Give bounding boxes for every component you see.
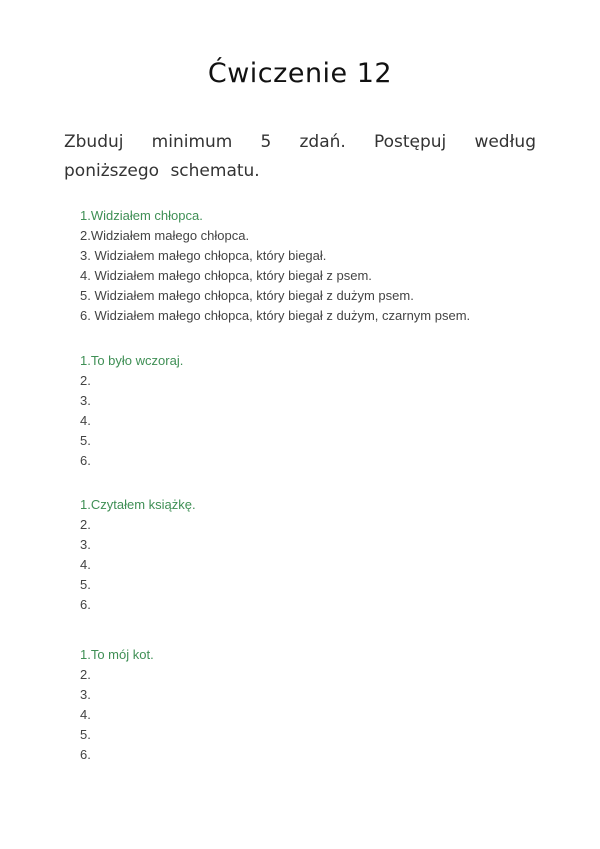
example-sentence: 1.To było wczoraj. <box>80 353 184 368</box>
answer-line-3: 3. <box>80 687 91 702</box>
answer-line-2: 2. <box>80 667 91 682</box>
answer-line-4: 4. <box>80 557 91 572</box>
page-title: Ćwiczenie 12 <box>207 58 393 89</box>
answer-line-3: 3. <box>80 537 91 552</box>
sentence-line-6: 6. Widziałem małego chłopca, który biegał z dużym, czarnym psem. <box>80 308 471 323</box>
answer-line-6: 6. <box>80 747 91 762</box>
answer-line-4: 4. <box>80 707 91 722</box>
example-sentence: 1.To mój kot. <box>80 647 154 662</box>
answer-line-3: 3. <box>80 393 91 408</box>
sentence-line-3: 3. Widziałem małego chłopca, który biegał. <box>80 248 327 263</box>
exercise-block-3 <box>80 495 550 615</box>
sentence-line-5: 5. Widziałem małego chłopca, który biegał z dużym psem. <box>80 288 414 303</box>
answer-line-4: 4. <box>80 413 91 428</box>
example-sentence: 1.Czytałem książkę. <box>80 497 196 512</box>
answer-line-2: 2. <box>80 517 91 532</box>
instruction-text: Zbuduj minimum 5 zdań. Postępuj według poniższego schematu. <box>64 132 536 181</box>
answer-line-6: 6. <box>80 597 91 612</box>
exercise-block-1 <box>80 206 550 326</box>
answer-line-6: 6. <box>80 453 91 468</box>
answer-line-2: 2. <box>80 373 91 388</box>
exercise-block-4 <box>80 645 550 765</box>
example-sentence: 1.Widziałem chłopca. <box>80 208 203 223</box>
answer-line-5: 5. <box>80 433 91 448</box>
answer-line-5: 5. <box>80 577 91 592</box>
sentence-line-4: 4. Widziałem małego chłopca, który biegał z psem. <box>80 268 372 283</box>
answer-line-5: 5. <box>80 727 91 742</box>
sentence-line-2: 2.Widziałem małego chłopca. <box>80 228 250 243</box>
exercise-block-2 <box>80 351 550 471</box>
